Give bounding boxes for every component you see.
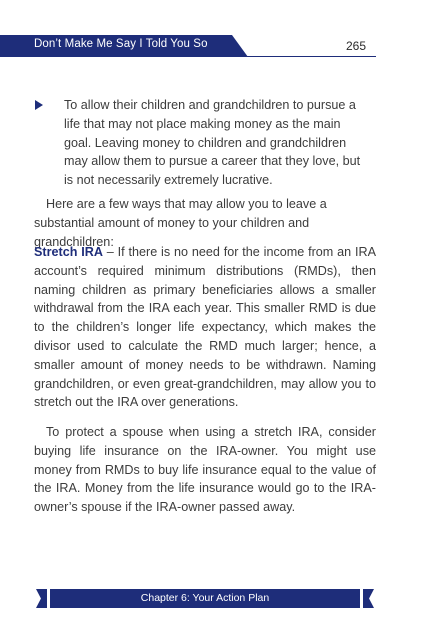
- paragraph-intro: Here are a few ways that may allow you to leave a substantial amount of money to your children and grandchildren:: [34, 197, 327, 249]
- triangle-bullet-icon: [35, 100, 43, 110]
- chapter-title: Chapter 6: Your Action Plan: [140, 592, 270, 604]
- bullet-text: To allow their children and grandchildren to pursue a life that may not place making money as the main goal. Leaving money to children and grandchildren may allow them to pursue a career that they love, but is not necessarily extremely lucrative.: [64, 98, 361, 188]
- stretch-ira-heading: Stretch IRA: [34, 245, 103, 259]
- stretch-ira-body: – If there is no need for the income from an IRA account’s required minimum distributions (RMDs), then naming children as primary beneficiaries allows a smaller withdrawal from the IRA each year. This smaller RMD is due to the children’s longer life expectancy, which makes the divisor used to calculate the RMD much larger; hence, a smaller amount of money needs to be withdrawn. Naming grandchildren, or even great-grandchildren, may allow you to stretch out the IRA over generations.: [34, 245, 376, 410]
- header-rule: [240, 56, 376, 57]
- running-title: Don’t Make Me Say I Told You So: [34, 38, 208, 50]
- paragraph-stretch-ira: [34, 243, 376, 412]
- page-number: 265: [346, 39, 367, 53]
- page-header: [0, 0, 426, 60]
- paragraph-spouse: To protect a spouse when using a stretch IRA, consider buying life insurance on the IRA-owner. You might use money from RMDs to buy life insurance equal to the value of the IRA. Money from the life insurance would go to the IRA-owner’s spouse if the IRA-owner passed away.: [34, 425, 376, 515]
- bullet-list-item: [48, 96, 370, 190]
- footer-left-cap: [36, 589, 47, 608]
- footer-right-cap: [363, 589, 374, 608]
